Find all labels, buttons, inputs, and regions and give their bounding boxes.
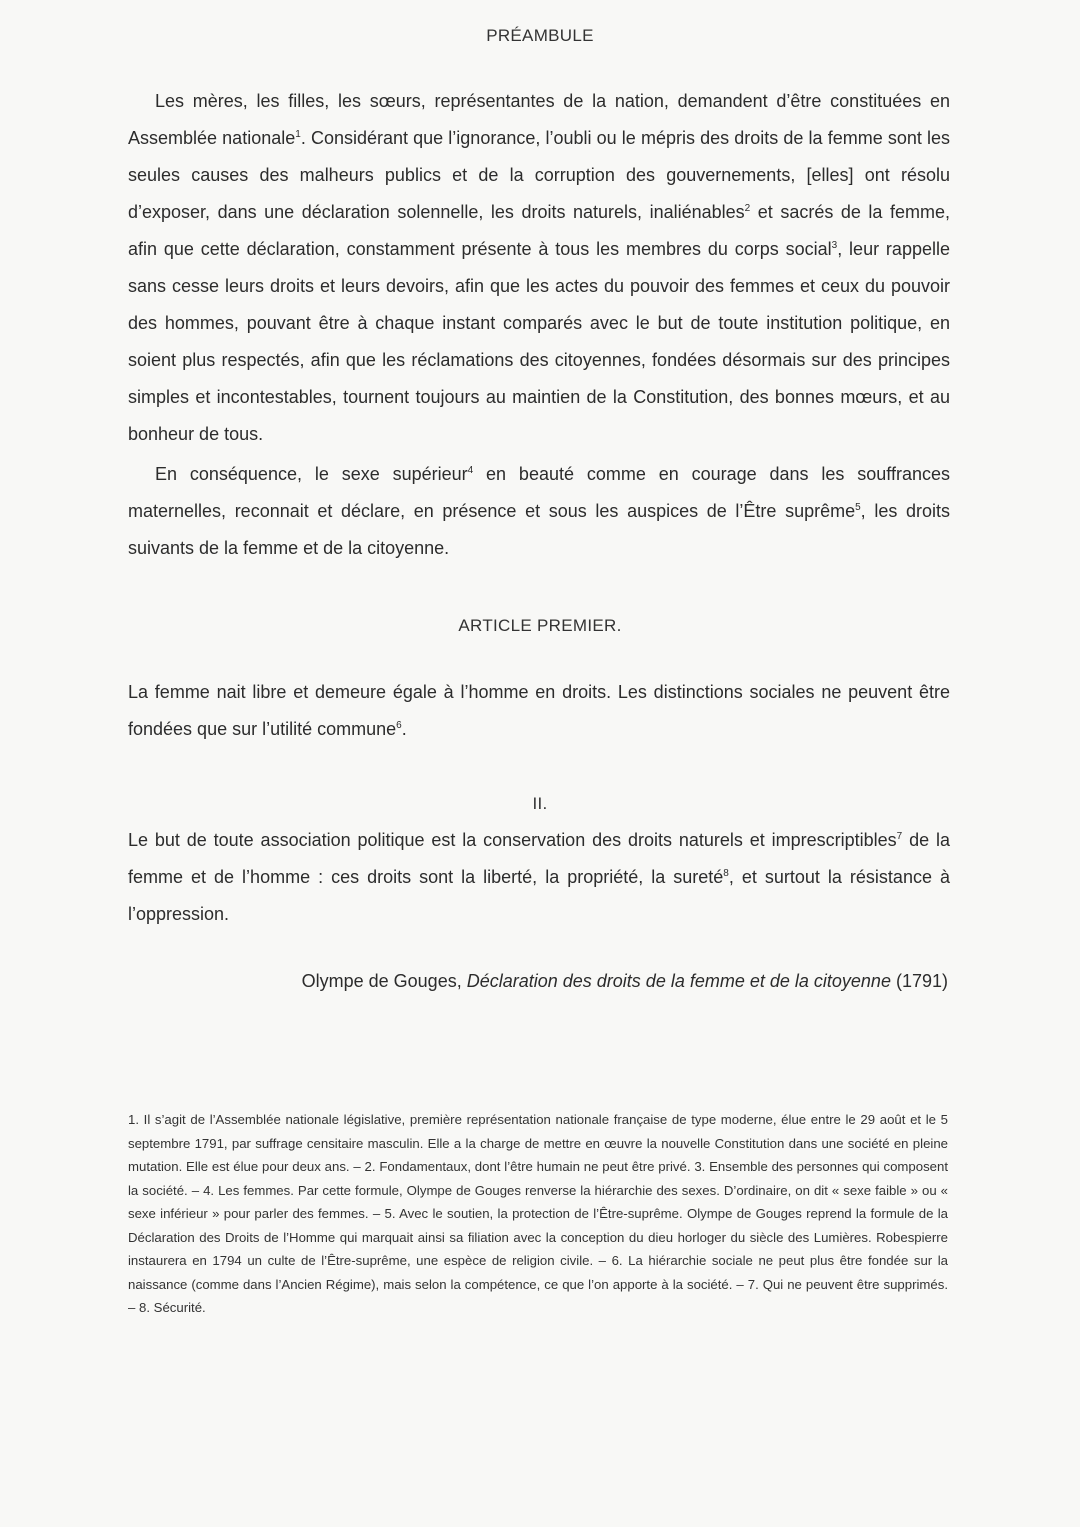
article-2-paragraph — [128, 822, 950, 933]
text-run: Le but de toute association politique est la conservation des droits naturels et imprescriptibles — [128, 830, 897, 850]
text-run: , et surtout la résistance à l’oppression. — [128, 867, 950, 924]
footnote-ref-8: 8 — [723, 868, 729, 879]
text-run: . Considérant que l’ignorance, l’oubli ou le mépris des droits de la femme sont les seules causes des malheurs publics et de la corruption des gouvernements, [elles] ont résolu d’exposer, dans une déclaration solennelle, les droits naturels, inaliénables — [128, 128, 951, 222]
footnote-ref-3: 3 — [831, 240, 838, 251]
work-title: Déclaration des droits de la femme et de la citoyenne — [466, 971, 891, 991]
text-run: En conséquence, le sexe supérieur — [155, 464, 468, 484]
footnote-ref-1: 1 — [295, 129, 301, 140]
article-2-heading: II. — [532, 794, 548, 813]
text-run: . — [401, 719, 407, 739]
preamble-paragraph-1 — [128, 83, 950, 453]
text-run: Les mères, les filles, les sœurs, représentantes de la nation, demandent d’être constituées en Assemblée nationale — [128, 91, 950, 148]
footnote-ref-6: 6 — [396, 720, 402, 731]
footnote-ref-7: 7 — [896, 831, 903, 842]
article-1-paragraph — [128, 674, 950, 748]
publication-year: (1791) — [890, 971, 948, 991]
text-run: en beauté comme en courage dans les souffrances maternelles, reconnait et déclare, en présence et sous les auspices de l’Être suprême — [128, 464, 950, 521]
footnote-ref-5: 5 — [855, 502, 861, 513]
source-citation — [128, 971, 948, 992]
preamble-paragraph-2 — [128, 456, 950, 567]
footnotes-block: 1. Il s’agit de l’Assemblée nationale législative, première représentation nationale française de type moderne, élue entre le 29 août et le 5 septembre 1791, par suffrage censitaire masculin. Elle a la charge de mettre en œuvre la nouvelle Constitution dans une société en pleine mutation. Elle est élue pour deux ans. – 2. Fondamentaux, dont l’être humain ne peut être privé. 3. Ensemble des personnes qui composent la société. – 4. Les femmes. Par cette formule, Olympe de Gouges renverse la hiérarchie des sexes. D’ordinaire, on dit « sexe faible » ou « sexe inférieur » pour parler des femmes. – 5. Avec le soutien, la protection de l’Être-suprême. Olympe de Gouges reprend la formule de la Déclaration des Droits de l’Homme qui marquait ainsi sa filiation avec la conception du dieu horloger du siècle des Lumières. Robespierre instaurera en 1794 un culte de l’Être-suprême, une espèce de religion civile. – 6. La hiérarchie sociale ne peut plus être fondée sur la naissance (comme dans l’Ancien Régime), mais selon la compétence, ce que l’on apporte à la société. – 7. Qui ne peuvent être supprimés. – 8. Sécurité. — [128, 1112, 948, 1315]
preamble-heading: PRÉAMBULE — [486, 26, 594, 45]
text-run: et sacrés de la femme, afin que cette déclaration, constamment présente à tous les membres du corps social — [128, 202, 950, 259]
footnote-ref-2: 2 — [744, 203, 751, 214]
text-run: , les droits suivants de la femme et de la citoyenne. — [128, 501, 950, 558]
text-run: de la femme et de l’homme : ces droits sont la liberté, la propriété, la sureté — [128, 830, 950, 887]
text-run: La femme nait libre et demeure égale à l’homme en droits. Les distinctions sociales ne peuvent être fondées que sur l’utilité commune — [128, 682, 950, 739]
text-run: , leur rappelle sans cesse leurs droits et leurs devoirs, afin que les actes du pouvoir des femmes et ceux du pouvoir des hommes, pouvant être à chaque instant comparés avec le but de toute institution politique, en soient plus respectés, afin que les réclamations des citoyennes, fondées désormais sur des principes simples et incontestables, tournent toujours au maintien de la Constitution, des bonnes mœurs, et au bonheur de tous. — [128, 239, 950, 444]
article-1-heading: ARTICLE PREMIER. — [458, 616, 622, 635]
author-name: Olympe de Gouges, — [301, 971, 467, 991]
footnote-ref-4: 4 — [467, 465, 474, 476]
